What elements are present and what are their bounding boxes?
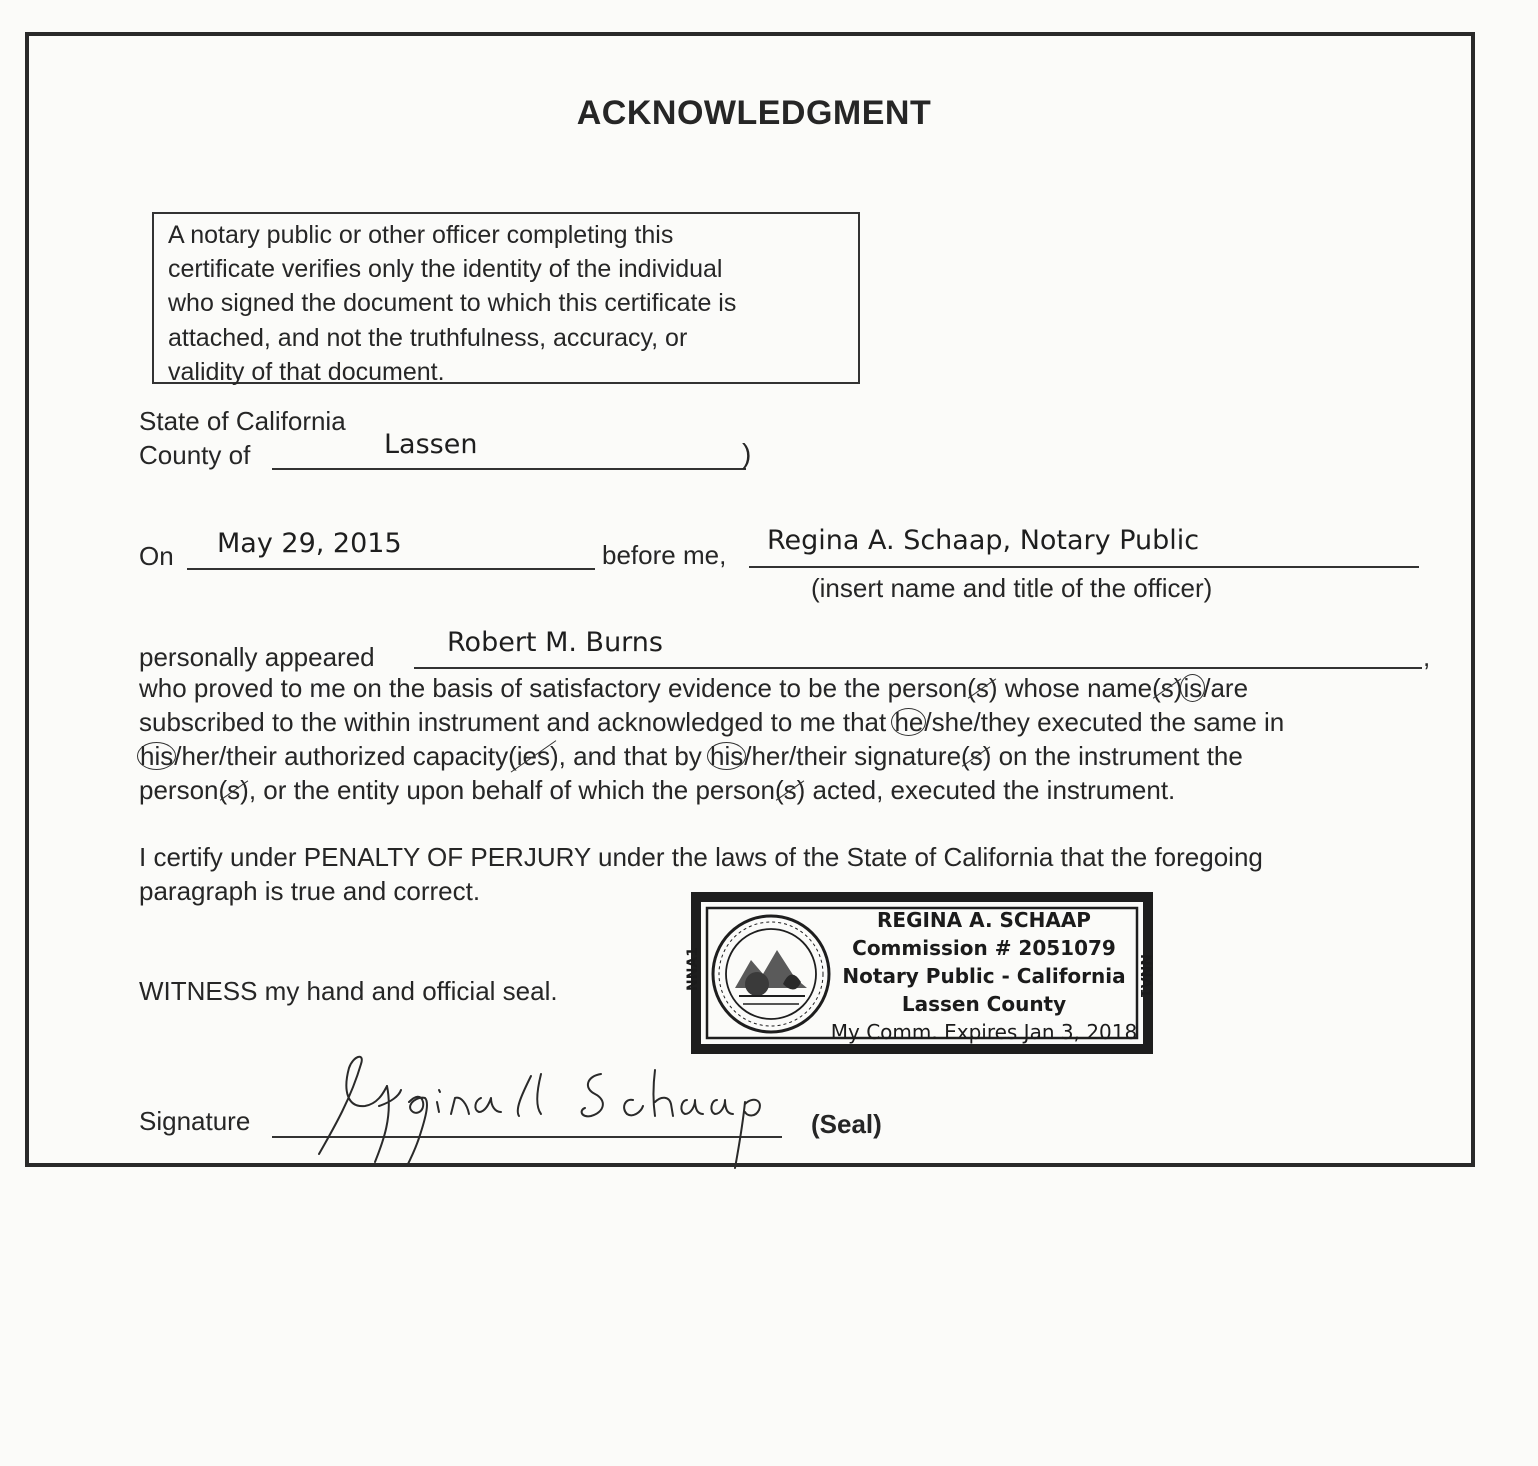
proved-text: /her/their authorized capacity — [174, 741, 509, 771]
proved-text: , and that by — [558, 741, 709, 771]
circled-option: his — [137, 742, 176, 770]
struck-option: (s) — [218, 775, 249, 805]
stamp-side-code-right: NNA1 — [1137, 954, 1153, 999]
struck-option: (ies) — [508, 741, 559, 771]
proved-text: who proved to me on the basis of satisfactory evidence to be the person — [139, 673, 968, 703]
circled-option: his — [707, 742, 746, 770]
stamp-expires: My Comm. Expires Jan 3, 2018 — [830, 1020, 1138, 1044]
appeared-comma: , — [1423, 642, 1431, 672]
notice-line: A notary public or other officer completing this — [168, 221, 674, 249]
proved-text: person — [139, 775, 219, 805]
signature-label: Signature — [139, 1106, 251, 1136]
handwritten-signature — [291, 1046, 811, 1176]
stamp-commission: Commission # 2051079 — [852, 936, 1116, 960]
date-underline — [187, 568, 595, 570]
circled-option: is — [1180, 674, 1205, 702]
state-label: State of California — [139, 406, 346, 436]
proved-text: /her/their signature — [744, 741, 962, 771]
officer-caption: (insert name and title of the officer) — [811, 573, 1213, 603]
appeared-underline — [414, 667, 1422, 669]
form-title: ACKNOWLEDGMENT — [576, 94, 932, 132]
proved-text: subscribed to the within instrument and acknowledged to me that — [139, 707, 894, 737]
stamp-title: Notary Public - California — [842, 964, 1126, 988]
proved-line — [139, 671, 1248, 705]
california-seal-icon — [713, 916, 829, 1032]
proved-text: on the instrument the — [991, 741, 1243, 771]
certify-line: I certify under PENALTY OF PERJURY under the laws of the State of California that the foregoing — [139, 842, 1263, 872]
before-me-label: before me, — [602, 540, 727, 570]
county-value: Lassen — [384, 429, 478, 460]
witness-label: WITNESS my hand and official seal. — [139, 976, 558, 1006]
circled-option: he — [891, 708, 926, 736]
certify-line: paragraph is true and correct. — [139, 876, 481, 906]
proved-line — [139, 705, 1284, 739]
stamp-text — [829, 906, 1139, 1046]
notice-line: attached, and not the truthfulness, accuracy, or — [168, 323, 688, 352]
proved-text: acted, executed the instrument. — [805, 775, 1176, 805]
appeared-label: personally appeared — [139, 642, 375, 672]
proved-line — [139, 739, 1243, 773]
notice-box — [152, 212, 860, 384]
struck-option: (s) — [1152, 673, 1183, 703]
officer-underline — [749, 566, 1419, 568]
county-paren: ) — [742, 438, 752, 469]
county-label: County of — [139, 440, 251, 470]
proved-text: /she/they executed the same in — [924, 707, 1285, 737]
appeared-value: Robert M. Burns — [447, 627, 663, 658]
struck-option: (s) — [961, 741, 992, 771]
date-value: May 29, 2015 — [217, 528, 402, 559]
proved-text: /are — [1203, 673, 1249, 703]
struck-option: (s) — [967, 673, 998, 703]
proved-line — [139, 773, 1175, 807]
struck-option: (s) — [774, 775, 806, 805]
county-underline — [272, 468, 746, 470]
seal-label: (Seal) — [811, 1109, 882, 1139]
on-label: On — [139, 541, 174, 571]
stamp-county: Lassen County — [901, 992, 1067, 1016]
officer-value: Regina A. Schaap, Notary Public — [767, 525, 1200, 556]
acknowledgment-form — [25, 32, 1475, 1167]
notice-line: certificate verifies only the identity of the individual — [168, 255, 723, 284]
notice-line: validity of that document. — [168, 357, 445, 386]
stamp-side-code-left: NNA1 — [685, 946, 701, 991]
proved-text: , or the entity upon behalf of which the person — [248, 775, 775, 805]
notice-line: who signed the document to which this certificate is — [168, 289, 737, 318]
stamp-name: REGINA A. SCHAAP — [877, 908, 1091, 932]
proved-text: whose name — [997, 673, 1153, 703]
